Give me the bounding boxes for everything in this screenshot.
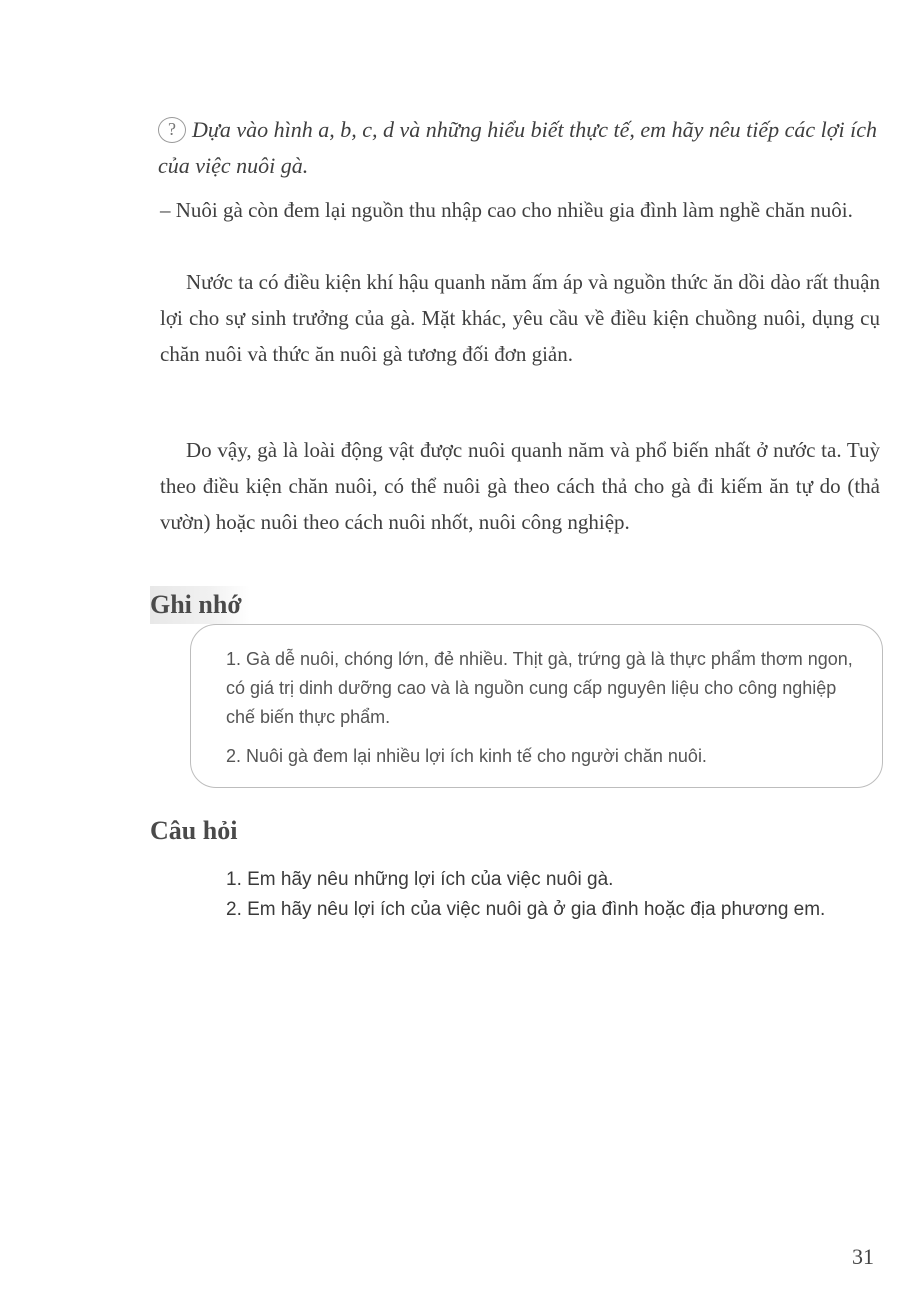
paragraph-income: – Nuôi gà còn đem lại nguồn thu nhập cao cho nhiều gia đình làm nghề chăn nuôi. [160, 198, 853, 222]
question-item-1: 1. Em hãy nêu những lợi ích của việc nuôi gà. [226, 869, 614, 890]
paragraph-farming-methods: Do vậy, gà là loài động vật được nuôi quanh năm và phổ biến nhất ở nước ta. Tuỳ theo điều kiện chăn nuôi, có thể nuôi gà theo cách thả cho gà đi kiếm ăn tự do (thả vườn) hoặc nuôi theo cách nuôi nhốt, nuôi công nghiệp. [160, 438, 880, 534]
page-number: 31 [852, 1244, 874, 1269]
question-mark-icon: ? [158, 117, 186, 143]
ghi-nho-item-2: 2. Nuôi gà đem lại nhiều lợi ích kinh tế cho người chăn nuôi. [226, 746, 707, 766]
question-prompt [158, 112, 880, 184]
ghi-nho-heading: Ghi nhớ [150, 586, 250, 624]
cau-hoi-heading: Câu hỏi [150, 816, 238, 845]
paragraph-climate: Nước ta có điều kiện khí hậu quanh năm ấm áp và nguồn thức ăn dồi dào rất thuận lợi cho sự sinh trưởng của gà. Mặt khác, yêu cầu về điều kiện chuồng nuôi, dụng cụ chăn nuôi và thức ăn nuôi gà tương đối đơn giản. [160, 270, 881, 366]
ghi-nho-item-1: 1. Gà dễ nuôi, chóng lớn, đẻ nhiều. Thịt gà, trứng gà là thực phẩm thơm ngon, có giá trị dinh dưỡng cao và là nguồn cung cấp nguyên liệu cho công nghiệp chế biến thực phẩm. [226, 649, 853, 727]
question-item-2: 2. Em hãy nêu lợi ích của việc nuôi gà ở gia đình hoặc địa phương em. [226, 899, 826, 920]
question-text: Dựa vào hình a, b, c, d và những hiểu biết thực tế, em hãy nêu tiếp các lợi ích của việc nuôi gà. [158, 117, 877, 178]
